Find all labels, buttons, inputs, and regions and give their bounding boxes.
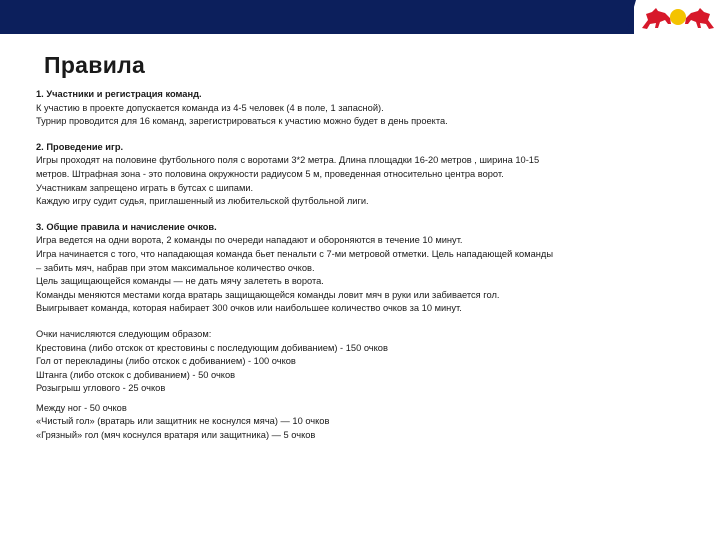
section-general-rules — [36, 221, 676, 316]
section-registration — [36, 88, 676, 129]
section-line: метров. Штрафная зона - это половина окружности радиусом 5 м, проведенная относительно центра ворот. — [36, 168, 504, 179]
red-bull-logo — [638, 2, 718, 34]
section-line: Игра ведется на одни ворота, 2 команды по очереди нападают и обороняются в течение 10 минут. — [36, 235, 463, 246]
scoring-item: Крестовина (либо отскок от крестовины с последующим добиванием) - 150 очков — [36, 342, 388, 353]
section-games — [36, 141, 676, 209]
section-line: Игра начинается с того, что нападающая команда бьет пенальти с 7-ми метровой отметки. Цель нападающей команды — [36, 248, 554, 259]
scoring-intro: Очки начисляются следующим образом: — [36, 328, 212, 339]
scoring-item: «Чистый гол» (вратарь или защитник не коснулся мяча) — 10 очков — [36, 416, 330, 427]
header-bar — [0, 0, 634, 34]
scoring-item: Между ног - 50 очков — [36, 402, 127, 413]
section-line: Каждую игру судит судья, приглашенный из любительской футбольной лиги. — [36, 196, 369, 207]
section-heading: 3. Общие правила и начисление очков. — [36, 221, 217, 232]
section-line: К участию в проекте допускается команда из 4-5 человек (4 в поле, 1 запасной). — [36, 102, 384, 113]
scoring-item: Гол от перекладины (либо отскок с добиванием) - 100 очков — [36, 356, 296, 367]
scoring-item: Штанга (либо отскок с добиванием) - 50 очков — [36, 369, 236, 380]
scoring-list — [36, 328, 676, 443]
section-line: Турнир проводится для 16 команд, зарегистрироваться к участию можно будет в день проекта. — [36, 116, 448, 127]
section-line: Цель защищающейся команды — не дать мячу залететь в ворота. — [36, 276, 324, 287]
scoring-item: Розыгрыш углового - 25 очков — [36, 383, 166, 394]
section-heading: 2. Проведение игр. — [36, 141, 124, 152]
section-line: Участникам запрещено играть в бутсах с шипами. — [36, 182, 254, 193]
rules-content — [36, 88, 676, 443]
section-heading: 1. Участники и регистрация команд. — [36, 89, 202, 99]
page-title: Правила — [44, 52, 146, 78]
section-line: – забить мяч, набрав при этом максимальное количество очков. — [36, 262, 315, 273]
section-line: Игры проходят на половине футбольного поля с воротами 3*2 метра. Длина площадки 16-20 метров , ширина 10-15 — [36, 155, 540, 166]
header-bar-slant — [626, 0, 636, 34]
section-line: Выигрывает команда, которая набирает 300 очков или наибольшее количество очков за 10 минут. — [36, 303, 462, 314]
section-line: Команды меняются местами когда вратарь защищающейся команды ловит мяч в руки или забивается гол. — [36, 289, 500, 300]
scoring-item: «Грязный» гол (мяч коснулся вратаря или защитника) — 5 очков — [36, 430, 316, 441]
